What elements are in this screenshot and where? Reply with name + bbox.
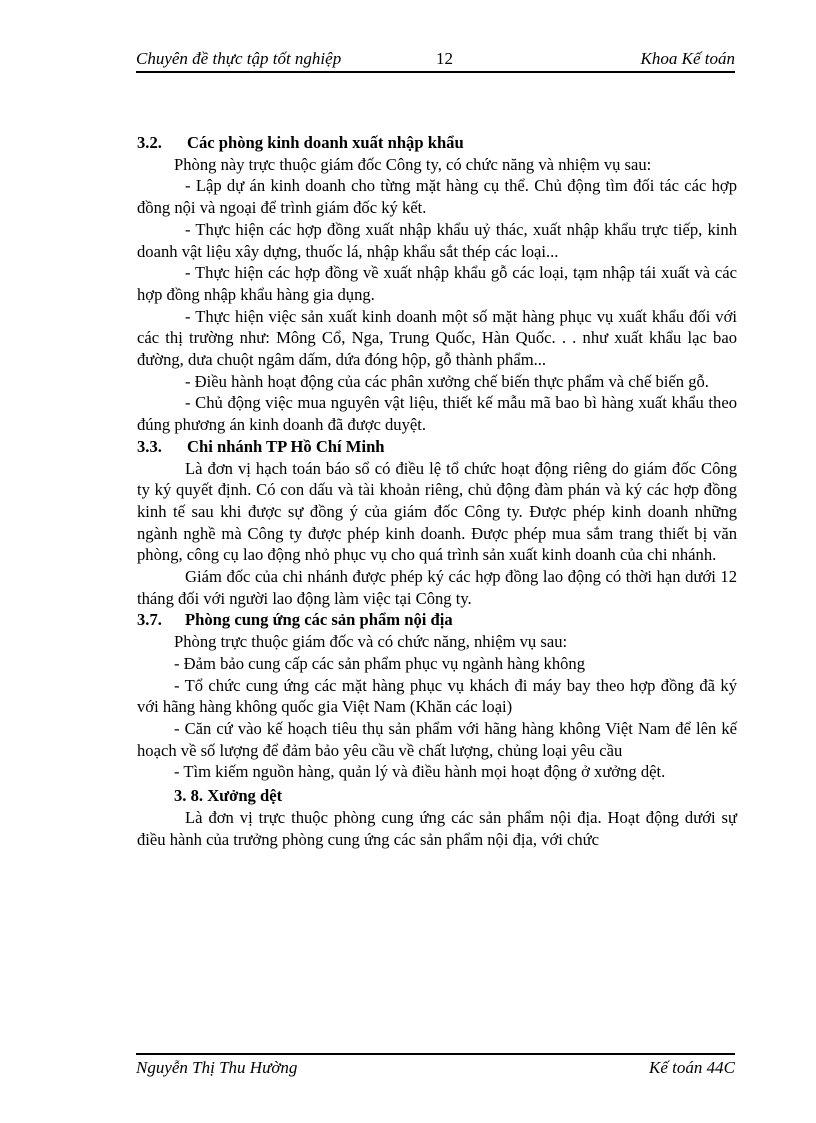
- section-3-3-paragraph: Là đơn vị hạch toán báo sổ có điều lệ tổ chức hoạt động riêng do giám đốc Công ty ký quyết định. Có con dấu và tài khoản riêng, chủ động đàm phán và ký các hợp đồng kinh tế sau khi được sự đồng ý của giám đốc Công ty. Được phép kinh doanh những ngành nghề mà Công ty được phép kinh doanh. Được phép mua sắm trang thiết bị văn phòng, công cụ lao động nhỏ phục vụ cho quá trình sản xuất kinh doanh của chi nhánh.: [137, 458, 737, 565]
- page-header: [136, 49, 735, 73]
- section-number: 3.2.: [137, 133, 162, 152]
- header-page-number: 12: [436, 49, 453, 68]
- header-document-title: Chuyên đề thực tập tốt nghiệp: [136, 49, 342, 68]
- section-number: 3.7.: [137, 610, 162, 630]
- list-item: - Thực hiện việc sản xuất kinh doanh một số mặt hàng phục vụ xuất khẩu đối với các thị trường như: Mông Cổ, Nga, Trung Quốc, Hàn Quốc. . . như xuất khẩu lạc bao đường, dưa chuột ngâm dấm, dứa đóng hộp, gỗ thành phẩm...: [137, 306, 737, 370]
- section-3-2-intro: Phòng này trực thuộc giám đốc Công ty, có chức năng và nhiệm vụ sau:: [174, 154, 652, 174]
- list-item: - Căn cứ vào kế hoạch tiêu thụ sản phẩm với hãng hàng không Việt Nam để lên kế hoạch về số lượng để đảm bảo yêu cầu về chất lượng, chủng loại yêu cầu: [137, 718, 737, 760]
- list-item: - Lập dự án kinh doanh cho từng mặt hàng cụ thể. Chủ động tìm đối tác các hợp đồng nội và ngoại để trình giám đốc ký kết.: [137, 176, 737, 218]
- section-3-8-heading: 3. 8. Xưởng dệt: [174, 786, 283, 806]
- section-3-3-heading: [137, 436, 737, 458]
- list-item: - Thực hiện các hợp đồng xuất nhập khẩu uỷ thác, xuất nhập khẩu trực tiếp, kinh doanh vật liệu xây dựng, thuốc lá, nhập khẩu sắt thép các loại...: [137, 219, 737, 261]
- section-number: 3.3.: [137, 436, 162, 456]
- list-item: - Điều hành hoạt động của các phân xưởng chế biến thực phẩm và chế biến gỗ.: [185, 371, 709, 391]
- section-3-7-heading: [137, 609, 737, 631]
- section-title: Các phòng kinh doanh xuất nhập khẩu: [187, 133, 464, 152]
- section-3-3-paragraph: Giám đốc của chi nhánh được phép ký các hợp đồng lao động có thời hạn dưới 12 tháng đối với người lao động làm việc tại Công ty.: [137, 567, 737, 608]
- footer-class: Kế toán 44C: [649, 1058, 735, 1077]
- footer-author: Nguyễn Thị Thu Hường: [136, 1058, 298, 1077]
- page-footer: [136, 1053, 735, 1079]
- section-3-2-heading: [137, 132, 737, 154]
- page-body: [137, 132, 737, 850]
- list-item: - Chủ động việc mua nguyên vật liệu, thiết kế mẫu mã bao bì hàng xuất khẩu theo đúng phương án kinh doanh đã được duyệt.: [137, 393, 737, 435]
- section-3-8-paragraph: Là đơn vị trực thuộc phòng cung ứng các sản phẩm nội địa. Hoạt động dưới sự điều hành của trưởng phòng cung ứng các sản phẩm nội địa, với chức: [137, 807, 737, 849]
- list-item: - Thực hiện các hợp đồng về xuất nhập khẩu gỗ các loại, tạm nhập tái xuất và các hợp đồng nhập khẩu hàng gia dụng.: [137, 263, 737, 304]
- section-title: Chi nhánh TP Hồ Chí Minh: [187, 436, 385, 456]
- section-3-7-intro: Phòng trực thuộc giám đốc và có chức năng, nhiệm vụ sau:: [174, 632, 568, 652]
- list-item: - Đảm bảo cung cấp các sản phẩm phục vụ ngành hàng không: [174, 653, 586, 673]
- header-department: Khoa Kế toán: [640, 49, 735, 68]
- list-item: - Tổ chức cung ứng các mặt hàng phục vụ khách đi máy bay theo hợp đồng đã ký với hãng hàng không quốc gia Việt Nam (Khăn các loại): [137, 675, 737, 717]
- list-item: - Tìm kiếm nguồn hàng, quản lý và điều hành mọi hoạt động ở xưởng dệt.: [174, 762, 666, 782]
- section-title: Phòng cung ứng các sản phẩm nội địa: [185, 610, 453, 630]
